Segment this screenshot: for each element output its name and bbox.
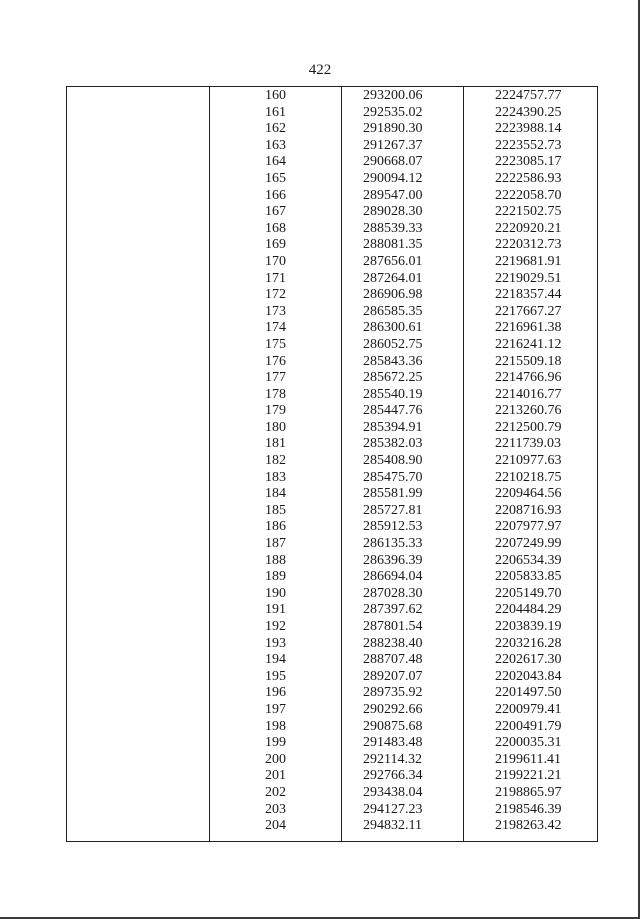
point-number: 197 bbox=[265, 701, 286, 717]
x-coordinate: 289547.00 bbox=[363, 187, 423, 203]
y-coordinate: 2198546.39 bbox=[495, 801, 562, 817]
y-coordinate: 2203216.28 bbox=[495, 635, 562, 651]
x-coordinate: 288539.33 bbox=[363, 220, 423, 236]
x-coordinate: 285382.03 bbox=[363, 436, 423, 452]
y-coordinate: 2222058.70 bbox=[495, 187, 562, 203]
table-row bbox=[67, 370, 597, 387]
x-coordinate: 285394.91 bbox=[363, 419, 423, 435]
y-coordinate: 2208716.93 bbox=[495, 502, 562, 518]
point-number: 178 bbox=[265, 386, 286, 402]
y-coordinate: 2219029.51 bbox=[495, 270, 562, 286]
point-number: 192 bbox=[265, 619, 286, 634]
x-coordinate: 290292.66 bbox=[363, 701, 423, 717]
y-coordinate: 2202043.84 bbox=[495, 668, 562, 684]
x-coordinate: 286585.35 bbox=[363, 303, 423, 319]
table-row bbox=[67, 619, 597, 636]
x-coordinate: 292766.34 bbox=[363, 768, 423, 784]
table-body bbox=[67, 88, 597, 835]
table-row bbox=[67, 453, 597, 470]
point-number: 163 bbox=[265, 137, 286, 153]
y-coordinate: 2202617.30 bbox=[495, 652, 562, 668]
table-row bbox=[67, 320, 597, 337]
table-row bbox=[67, 171, 597, 188]
point-number: 202 bbox=[265, 784, 286, 800]
y-coordinate: 2224390.25 bbox=[495, 104, 562, 120]
table-row bbox=[67, 387, 597, 404]
point-number: 195 bbox=[265, 668, 286, 684]
y-coordinate: 2203839.19 bbox=[495, 619, 562, 634]
table-row bbox=[67, 785, 597, 802]
table-row bbox=[67, 138, 597, 155]
x-coordinate: 293438.04 bbox=[363, 784, 423, 800]
y-coordinate: 2217667.27 bbox=[495, 303, 562, 319]
point-number: 189 bbox=[265, 569, 286, 585]
x-coordinate: 290875.68 bbox=[363, 718, 423, 734]
table-row bbox=[67, 569, 597, 586]
table-row bbox=[67, 602, 597, 619]
table-row bbox=[67, 88, 597, 105]
x-coordinate: 287801.54 bbox=[363, 619, 423, 634]
table-row bbox=[67, 154, 597, 171]
y-coordinate: 2205149.70 bbox=[495, 585, 562, 601]
point-number: 193 bbox=[265, 635, 286, 651]
y-coordinate: 2216241.12 bbox=[495, 336, 562, 352]
point-number: 165 bbox=[265, 170, 286, 186]
table-row bbox=[67, 702, 597, 719]
x-coordinate: 289735.92 bbox=[363, 685, 423, 701]
table-row bbox=[67, 188, 597, 205]
x-coordinate: 287656.01 bbox=[363, 253, 423, 269]
point-number: 188 bbox=[265, 552, 286, 568]
x-coordinate: 287028.30 bbox=[363, 585, 423, 601]
y-coordinate: 2207249.99 bbox=[495, 536, 562, 552]
point-number: 185 bbox=[265, 502, 286, 518]
table-row bbox=[67, 553, 597, 570]
y-coordinate: 2206534.39 bbox=[495, 552, 562, 568]
x-coordinate: 286300.61 bbox=[363, 320, 423, 336]
y-coordinate: 2220312.73 bbox=[495, 237, 562, 253]
point-number: 183 bbox=[265, 469, 286, 485]
table-row bbox=[67, 586, 597, 603]
x-coordinate: 286694.04 bbox=[363, 569, 423, 585]
x-coordinate: 285672.25 bbox=[363, 370, 423, 386]
y-coordinate: 2216961.38 bbox=[495, 320, 562, 336]
table-row bbox=[67, 503, 597, 520]
point-number: 167 bbox=[265, 204, 286, 220]
table-row bbox=[67, 470, 597, 487]
x-coordinate: 292535.02 bbox=[363, 104, 423, 120]
table-row bbox=[67, 486, 597, 503]
point-number: 160 bbox=[265, 88, 286, 103]
table-row bbox=[67, 403, 597, 420]
y-coordinate: 2210218.75 bbox=[495, 469, 562, 485]
point-number: 180 bbox=[265, 419, 286, 435]
x-coordinate: 294127.23 bbox=[363, 801, 423, 817]
x-coordinate: 292114.32 bbox=[363, 751, 422, 767]
y-coordinate: 2209464.56 bbox=[495, 486, 562, 502]
point-number: 162 bbox=[265, 121, 286, 137]
y-coordinate: 2207977.97 bbox=[495, 519, 562, 535]
page-number: 422 bbox=[308, 62, 332, 78]
point-number: 177 bbox=[265, 370, 286, 386]
table-row bbox=[67, 685, 597, 702]
table-row bbox=[67, 802, 597, 819]
point-number: 175 bbox=[265, 336, 286, 352]
point-number: 179 bbox=[265, 403, 286, 419]
y-coordinate: 2221502.75 bbox=[495, 204, 562, 220]
point-number: 203 bbox=[265, 801, 286, 817]
y-coordinate: 2214766.96 bbox=[495, 370, 562, 386]
table-row bbox=[67, 652, 597, 669]
y-coordinate: 2218357.44 bbox=[495, 287, 562, 303]
y-coordinate: 2199611.41 bbox=[495, 751, 561, 767]
table-row bbox=[67, 254, 597, 271]
x-coordinate: 291890.30 bbox=[363, 121, 423, 137]
point-number: 173 bbox=[265, 303, 286, 319]
x-coordinate: 288081.35 bbox=[363, 237, 423, 253]
x-coordinate: 291483.48 bbox=[363, 735, 423, 751]
table-row bbox=[67, 436, 597, 453]
y-coordinate: 2214016.77 bbox=[495, 386, 562, 402]
y-coordinate: 2223988.14 bbox=[495, 121, 562, 137]
table-row bbox=[67, 636, 597, 653]
point-number: 184 bbox=[265, 486, 286, 502]
y-coordinate: 2223552.73 bbox=[495, 137, 562, 153]
table-row bbox=[67, 719, 597, 736]
point-number: 196 bbox=[265, 685, 286, 701]
x-coordinate: 290094.12 bbox=[363, 170, 423, 186]
table-row bbox=[67, 105, 597, 122]
point-number: 166 bbox=[265, 187, 286, 203]
x-coordinate: 288707.48 bbox=[363, 652, 423, 668]
point-number: 174 bbox=[265, 320, 286, 336]
y-coordinate: 2220920.21 bbox=[495, 220, 562, 236]
point-number: 172 bbox=[265, 287, 286, 303]
y-coordinate: 2215509.18 bbox=[495, 353, 562, 369]
point-number: 164 bbox=[265, 154, 286, 170]
y-coordinate: 2200979.41 bbox=[495, 701, 562, 717]
point-number: 169 bbox=[265, 237, 286, 253]
table-row bbox=[67, 221, 597, 238]
x-coordinate: 286396.39 bbox=[363, 552, 423, 568]
x-coordinate: 289207.07 bbox=[363, 668, 423, 684]
table-row bbox=[67, 287, 597, 304]
x-coordinate: 293200.06 bbox=[363, 88, 423, 103]
y-coordinate: 2200491.79 bbox=[495, 718, 562, 734]
table-row bbox=[67, 752, 597, 769]
y-coordinate: 2201497.50 bbox=[495, 685, 562, 701]
point-number: 199 bbox=[265, 735, 286, 751]
y-coordinate: 2210977.63 bbox=[495, 453, 562, 469]
x-coordinate: 286052.75 bbox=[363, 336, 423, 352]
table-row bbox=[67, 735, 597, 752]
point-number: 200 bbox=[265, 751, 286, 767]
point-number: 170 bbox=[265, 253, 286, 269]
table-row bbox=[67, 536, 597, 553]
x-coordinate: 285843.36 bbox=[363, 353, 423, 369]
point-number: 182 bbox=[265, 453, 286, 469]
table-row bbox=[67, 204, 597, 221]
x-coordinate: 288238.40 bbox=[363, 635, 423, 651]
point-number: 187 bbox=[265, 536, 286, 552]
x-coordinate: 285447.76 bbox=[363, 403, 423, 419]
y-coordinate: 2219681.91 bbox=[495, 253, 562, 269]
y-coordinate: 2212500.79 bbox=[495, 419, 562, 435]
point-number: 171 bbox=[265, 270, 286, 286]
point-number: 181 bbox=[265, 436, 286, 452]
table-row bbox=[67, 304, 597, 321]
y-coordinate: 2211739.03 bbox=[495, 436, 561, 452]
y-coordinate: 2222586.93 bbox=[495, 170, 562, 186]
y-coordinate: 2199221.21 bbox=[495, 768, 562, 784]
coordinate-table bbox=[66, 86, 598, 842]
table-row bbox=[67, 768, 597, 785]
table-row bbox=[67, 818, 597, 835]
point-number: 186 bbox=[265, 519, 286, 535]
y-coordinate: 2205833.85 bbox=[495, 569, 562, 585]
x-coordinate: 286906.98 bbox=[363, 287, 423, 303]
table-row bbox=[67, 354, 597, 371]
point-number: 198 bbox=[265, 718, 286, 734]
x-coordinate: 285408.90 bbox=[363, 453, 423, 469]
x-coordinate: 287264.01 bbox=[363, 270, 423, 286]
x-coordinate: 285581.99 bbox=[363, 486, 423, 502]
x-coordinate: 285540.19 bbox=[363, 386, 423, 402]
table-row bbox=[67, 669, 597, 686]
point-number: 190 bbox=[265, 585, 286, 601]
point-number: 204 bbox=[265, 818, 286, 834]
point-number: 191 bbox=[265, 602, 286, 618]
x-coordinate: 289028.30 bbox=[363, 204, 423, 220]
point-number: 194 bbox=[265, 652, 286, 668]
x-coordinate: 285475.70 bbox=[363, 469, 423, 485]
x-coordinate: 291267.37 bbox=[363, 137, 423, 153]
y-coordinate: 2200035.31 bbox=[495, 735, 562, 751]
x-coordinate: 294832.11 bbox=[363, 818, 422, 834]
x-coordinate: 290668.07 bbox=[363, 154, 423, 170]
y-coordinate: 2224757.77 bbox=[495, 88, 562, 103]
x-coordinate: 285912.53 bbox=[363, 519, 423, 535]
table-row bbox=[67, 420, 597, 437]
point-number: 176 bbox=[265, 353, 286, 369]
x-coordinate: 286135.33 bbox=[363, 536, 423, 552]
y-coordinate: 2198263.42 bbox=[495, 818, 562, 834]
table-row bbox=[67, 121, 597, 138]
table-row bbox=[67, 237, 597, 254]
point-number: 161 bbox=[265, 104, 286, 120]
x-coordinate: 287397.62 bbox=[363, 602, 423, 618]
point-number: 201 bbox=[265, 768, 286, 784]
point-number: 168 bbox=[265, 220, 286, 236]
y-coordinate: 2213260.76 bbox=[495, 403, 562, 419]
y-coordinate: 2223085.17 bbox=[495, 154, 562, 170]
table-row bbox=[67, 271, 597, 288]
table-row bbox=[67, 337, 597, 354]
x-coordinate: 285727.81 bbox=[363, 502, 423, 518]
y-coordinate: 2204484.29 bbox=[495, 602, 562, 618]
y-coordinate: 2198865.97 bbox=[495, 784, 562, 800]
table-row bbox=[67, 519, 597, 536]
